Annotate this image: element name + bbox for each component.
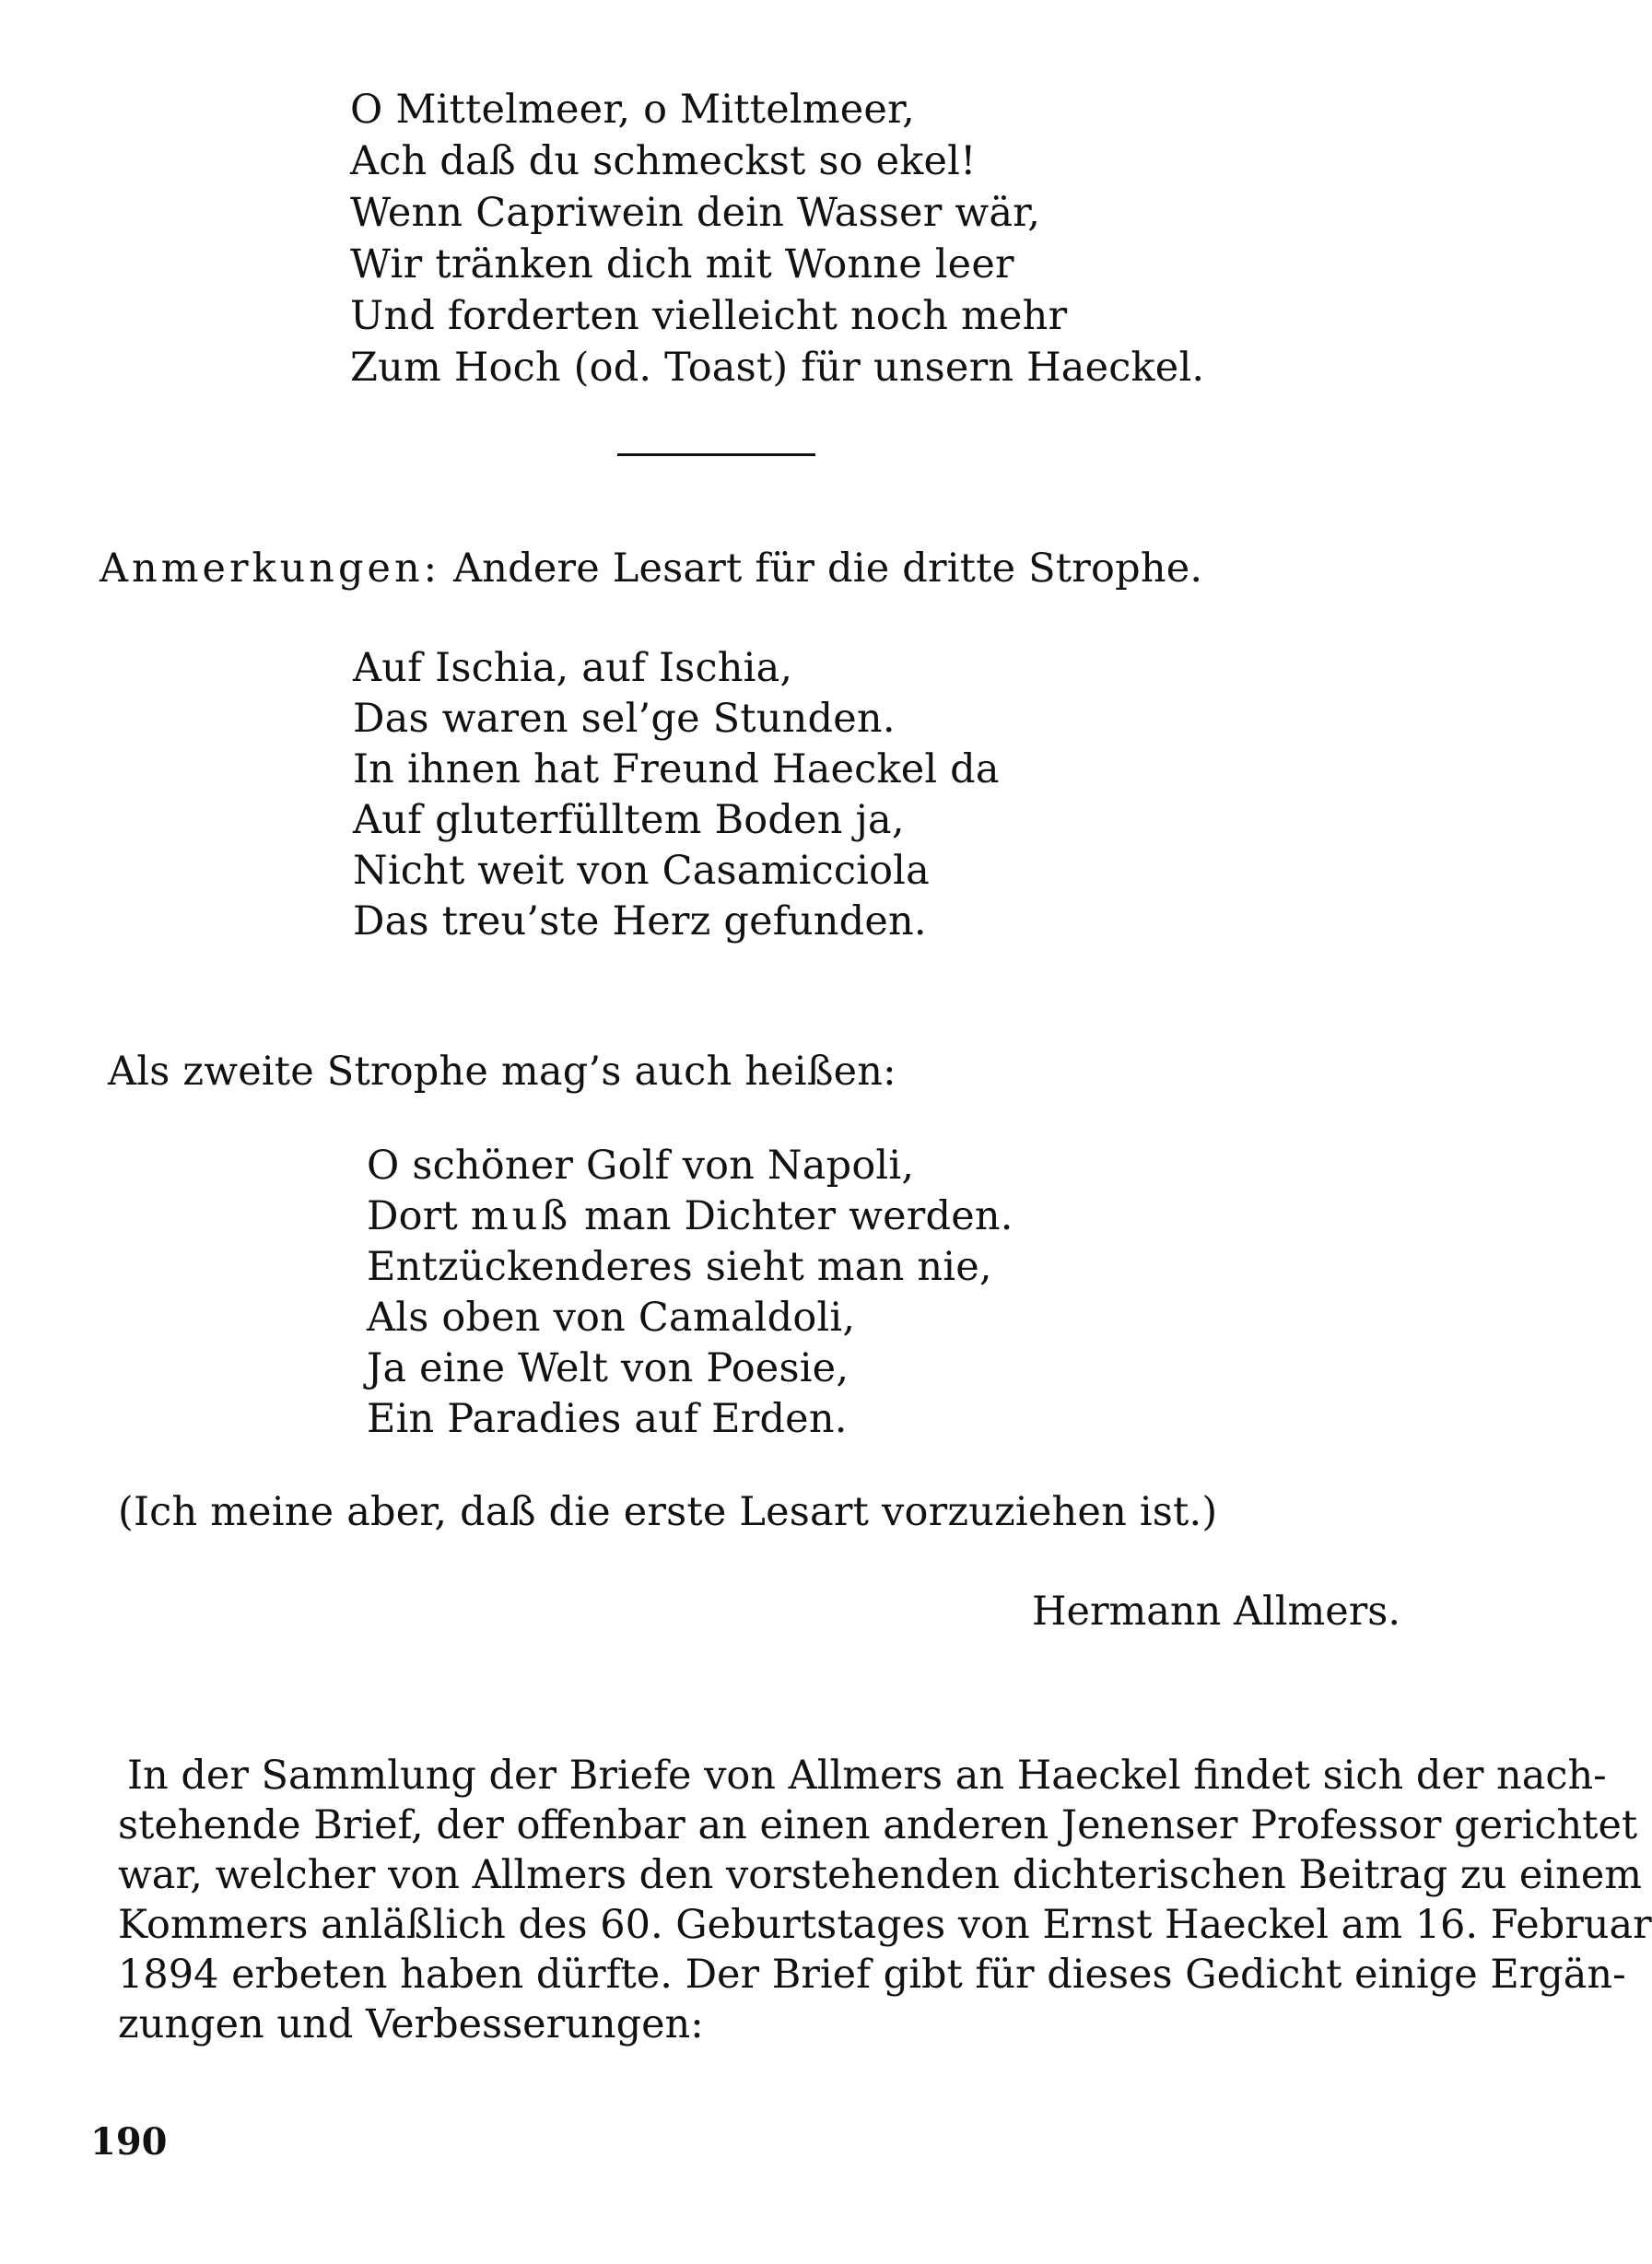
poem-main-line: Wenn Capriwein dein Wasser wär, <box>350 190 1041 236</box>
section-divider <box>617 453 815 456</box>
poem-second-line <box>367 1191 1013 1241</box>
poem-alt-line: Das waren sel’ge Stunden. <box>353 696 896 742</box>
paragraph-line: Kommers anläßlich des 60. Geburtstages von Ernst Haeckel am 16. Februar <box>118 1902 1652 1948</box>
closing-remark: (Ich meine aber, daß die erste Lesart vorzuziehen ist.) <box>118 1489 1218 1535</box>
poem-second-line: Ja eine Welt von Poesie, <box>367 1345 849 1391</box>
poem-alt-line: In ihnen hat Freund Haeckel da <box>353 746 1000 792</box>
paragraph-line: zungen und Verbesserungen: <box>118 2001 704 2047</box>
body-paragraph <box>118 1751 1652 2049</box>
poem-second-emphasis: muß <box>470 1193 572 1239</box>
notes-heading-label: Anmerkungen: <box>100 545 441 592</box>
second-strophe-intro: Als zweite Strophe mag’s auch heißen: <box>108 1049 896 1095</box>
paragraph-line: 1894 erbeten haben dürfte. Der Brief gibt für dieses Gedicht einige Ergän- <box>118 1952 1626 1998</box>
poem-second-line: Als oben von Camaldoli, <box>367 1295 856 1341</box>
poem-second-line: O schöner Golf von Napoli, <box>367 1143 915 1189</box>
poem-alt-line: Das treu’ste Herz gefunden. <box>353 898 927 944</box>
poem-second-text: man Dichter werden. <box>571 1193 1013 1239</box>
poem-alt-line: Nicht weit von Casamicciola <box>353 848 930 894</box>
notes-heading <box>100 544 1202 593</box>
signature: Hermann Allmers. <box>1032 1589 1401 1635</box>
paragraph-line: war, welcher von Allmers den vorstehenden dichterischen Beitrag zu einem <box>118 1852 1643 1898</box>
page-number: 190 <box>90 2120 168 2164</box>
poem-second-line: Ein Paradies auf Erden. <box>367 1396 848 1442</box>
poem-alt-line: Auf Ischia, auf Ischia, <box>353 645 793 691</box>
poem-second-text: Dort <box>367 1193 471 1239</box>
poem-main-line: Wir tränken dich mit Wonne leer <box>350 241 1014 287</box>
notes-heading-text: Andere Lesart für die dritte Strophe. <box>440 545 1203 592</box>
poem-main-line: Und forderten vielleicht noch mehr <box>350 293 1068 339</box>
paragraph-line: stehende Brief, der offenbar an einen anderen Jenenser Professor gerichtet <box>118 1802 1638 1848</box>
paragraph-line: In der Sammlung der Briefe von Allmers an Haeckel findet sich der nach- <box>127 1753 1607 1799</box>
poem-second-line: Entzückenderes sieht man nie, <box>367 1244 992 1290</box>
poem-alt-line: Auf gluterfülltem Boden ja, <box>353 797 905 843</box>
poem-main-line: Zum Hoch (od. Toast) für unsern Haeckel. <box>350 345 1205 391</box>
poem-main-line: Ach daß du schmeckst so ekel! <box>350 138 977 184</box>
poem-main-line: O Mittelmeer, o Mittelmeer, <box>350 87 915 133</box>
